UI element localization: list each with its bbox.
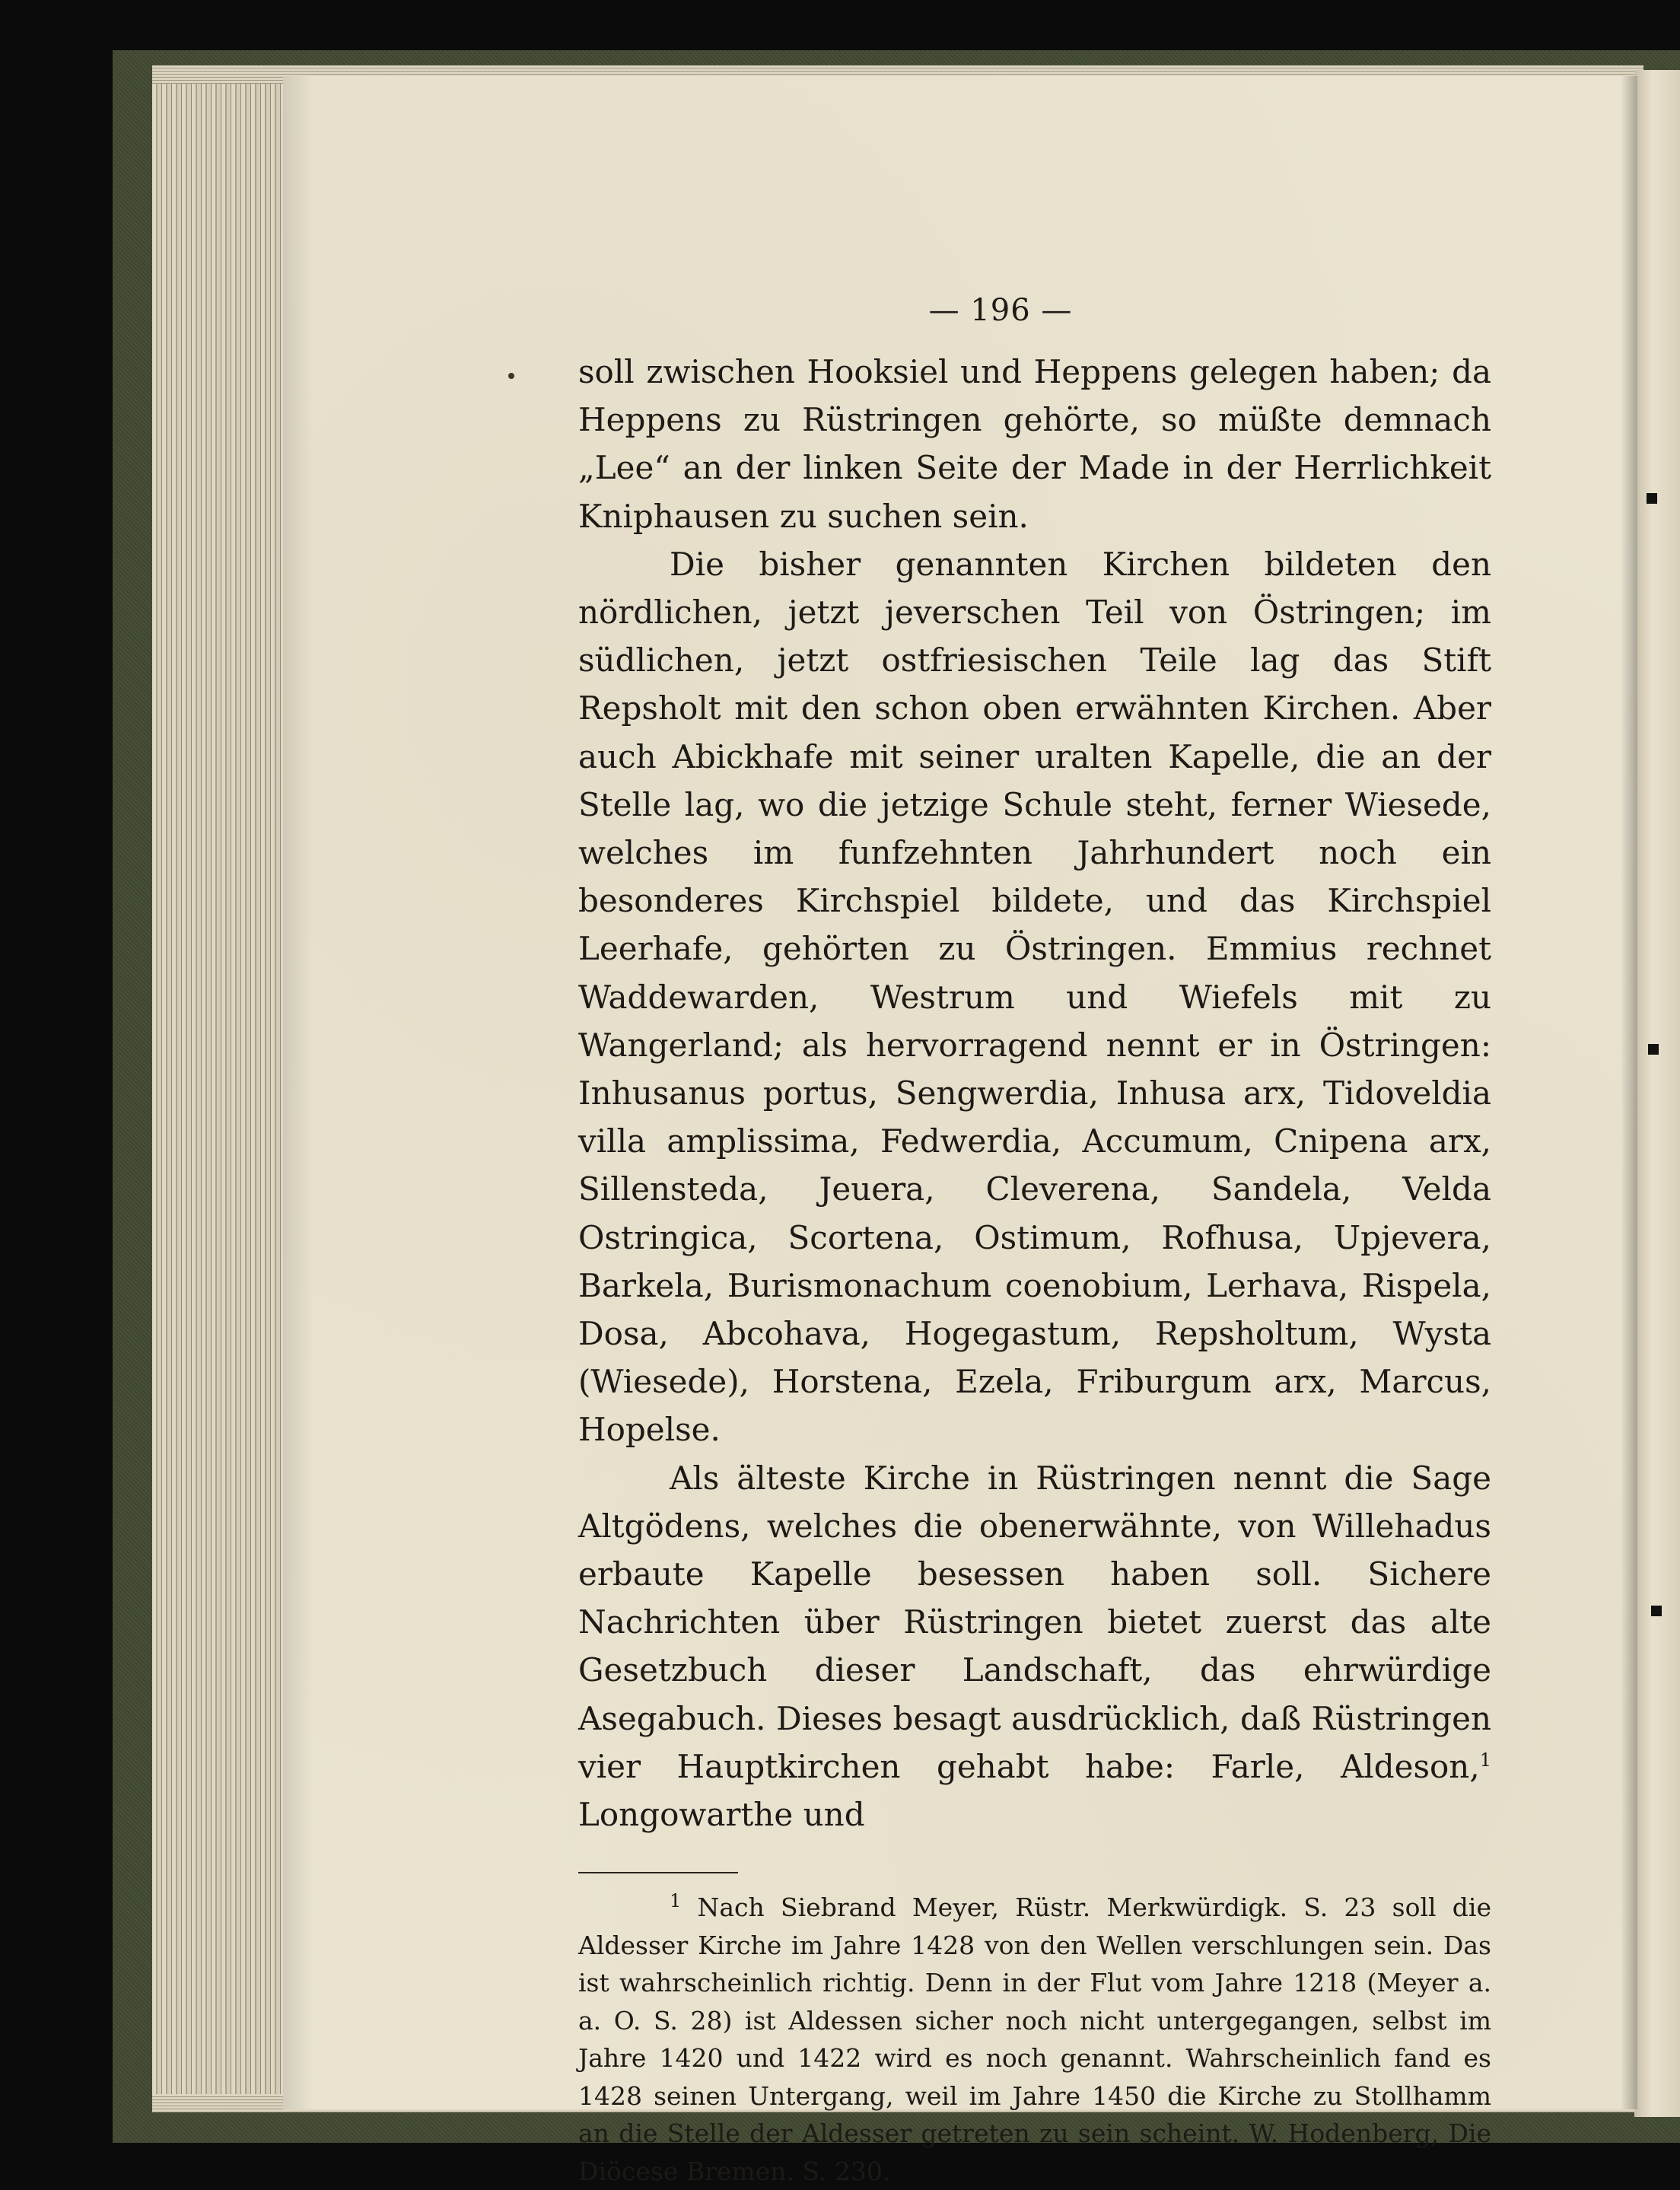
footnote-mark: 1: [670, 1890, 682, 1912]
margin-mark: [508, 373, 514, 379]
paragraph-1: soll zwischen Hooksiel und Heppens gelegen haben; da Heppens zu Rüstringen gehörte, so müßte demnach „Lee“ an der linken Seite der Made in der Herrlichkeit Kniphausen zu suchen sein.: [578, 353, 1491, 535]
edge-mark: [1651, 1606, 1662, 1616]
paragraph-3: [578, 1454, 1491, 1839]
edge-mark: [1648, 1044, 1659, 1055]
edge-mark: [1647, 493, 1657, 504]
page-content: [578, 293, 1491, 2190]
gutter-shadow: [1621, 76, 1637, 2109]
footnote-divider: [578, 1872, 738, 1873]
paragraph-2: Die bisher genannten Kirchen bildeten den nördlichen, jetzt jeverschen Teil von Östringen; im südlichen, jetzt ostfriesischen Teile lag das Stift Repsholt mit den schon oben erwähnten Kirchen. Aber auch Abickhafe mit seiner uralten Kapelle, die an der Stelle lag, wo die jetzige Schule steht, ferner Wiesede, welches im funfzehnten Jahrhundert noch ein besonderes Kirchspiel bildete, und das Kirchspiel Leerhafe, gehörten zu Östringen. Emmius rechnet Waddewarden, Westrum und Wiefels mit zu Wangerland; als hervorragend nennt er in Östringen: Inhusanus portus, Sengwerdia, Inhusa arx, Tidoveldia villa amplissima, Fedwerdia, Accumum, Cnipena arx, Sillensteda, Jeuera, Cleverena, Sandela, Velda Ostringica, Scortena, Ostimum, Rofhusa, Upjevera, Barkela, Burismonachum coenobium, Lerhava, Rispela, Dosa, Abcohava, Hogegastum, Repsholtum, Wysta (Wiesede), Horstena, Ezela, Friburgum arx, Marcus, Hopelse.: [578, 545, 1491, 1449]
footnote-text: Nach Siebrand Meyer, Rüstr. Merkwürdigk. S. 23 soll die Aldesser Kirche im Jahre 1428 von den Wellen verschlungen sein. Das ist wahrscheinlich richtig. Denn in der Flut vom Jahre 1218 (Meyer a. a. O. S. 28) ist Aldessen sicher noch nicht untergegangen, selbst im Jahre 1420 und 1422 wird es noch genannt. Wahrscheinlich fand es 1428 seinen Untergang, weil im Jahre 1450 die Kirche zu Stollhamm an die Stelle der Aldesser getreten zu sein scheint. W. Hodenberg, Die Diöcese Bremen. S. 230.: [578, 1892, 1491, 2186]
footnote-reference: 1: [1479, 1749, 1491, 1771]
page-edges-left: [152, 65, 289, 2112]
facing-page-edge: [1634, 70, 1680, 2117]
footnote: [578, 1889, 1491, 2190]
paragraph-3-tail: Longowarthe und: [578, 1796, 865, 1834]
paragraph-3-text: Als älteste Kirche in Rüstringen nennt die Sage Altgödens, welches die obenerwähnte, von Willehadus erbaute Kapelle besessen haben soll. Sichere Nachrichten über Rüstringen bietet zuerst das alte Gesetzbuch dieser Landschaft, das ehrwürdige Asegabuch. Dieses besagt ausdrücklich, daß Rüstringen vier Hauptkirchen gehabt habe: Farle, Aldeson,: [578, 1459, 1491, 1785]
page-number: — 196 —: [928, 293, 1073, 328]
